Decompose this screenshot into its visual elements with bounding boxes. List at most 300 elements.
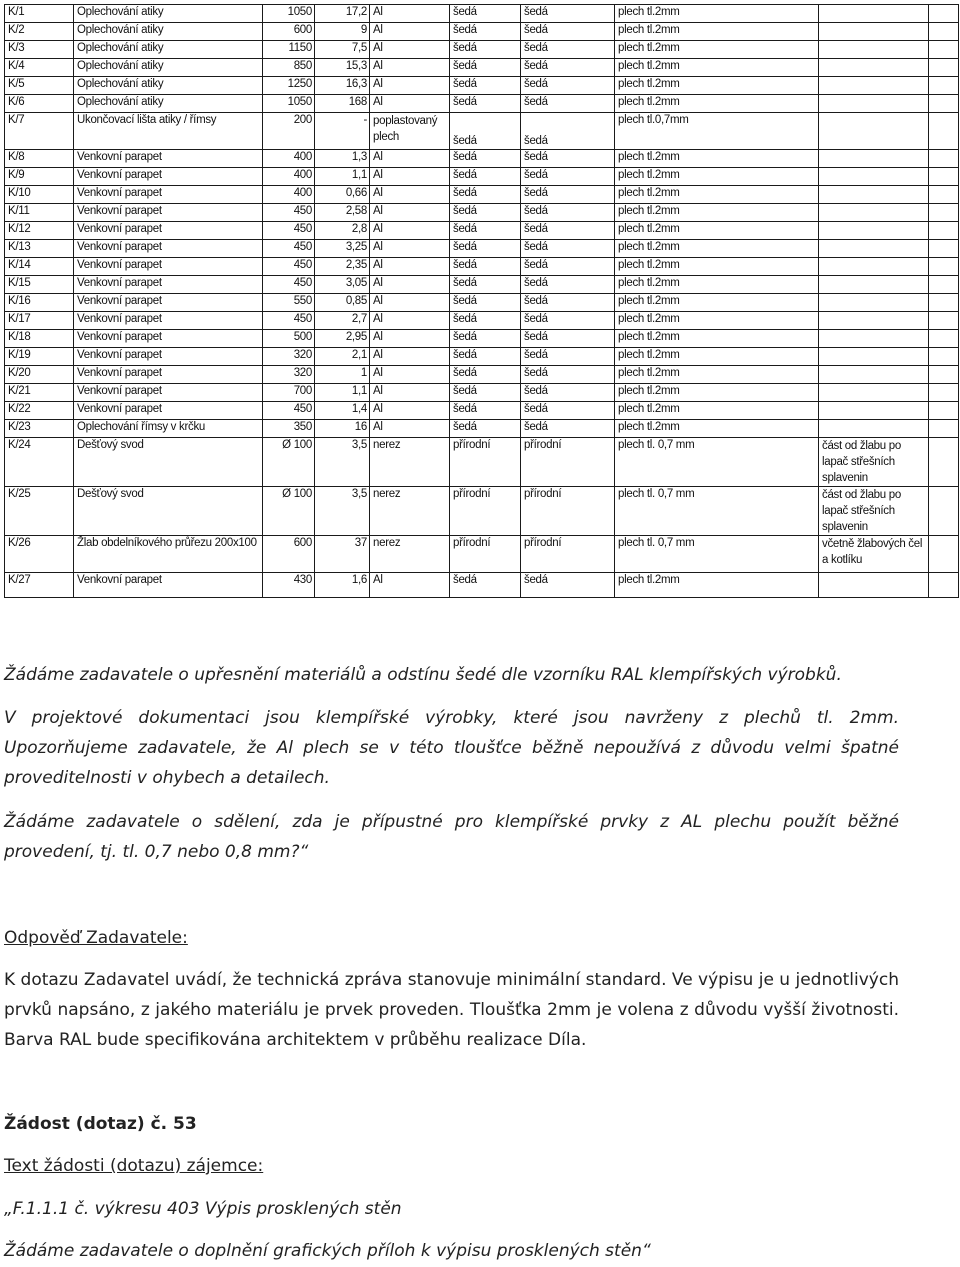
cell-color2: šedá (521, 330, 615, 348)
table-row (5, 276, 959, 294)
cell-qty: 3,5 (315, 438, 370, 487)
cell-color1: šedá (450, 240, 521, 258)
cell-name: Venkovní parapet (74, 258, 263, 276)
cell-color2: šedá (521, 59, 615, 77)
cell-color2: přírodní (521, 438, 615, 487)
cell-color2: šedá (521, 276, 615, 294)
cell-name: Venkovní parapet (74, 186, 263, 204)
cell-material: Al (370, 186, 450, 204)
request-reference: „F.1.1.1 č. výkresu 403 Výpis prosklených stěn (4, 1199, 402, 1219)
cell-material: Al (370, 204, 450, 222)
cell-dim: 550 (263, 294, 315, 312)
cell-dim: 1150 (263, 41, 315, 59)
cell-color1: přírodní (450, 487, 521, 536)
cell-empty (929, 150, 959, 168)
cell-color1: šedá (450, 168, 521, 186)
cell-code: K/18 (5, 330, 74, 348)
cell-color2: šedá (521, 186, 615, 204)
cell-thickness: plech tl.2mm (615, 41, 819, 59)
cell-name: Venkovní parapet (74, 276, 263, 294)
cell-color2: šedá (521, 294, 615, 312)
table-row (5, 573, 959, 598)
table-row (5, 41, 959, 59)
cell-thickness: plech tl.2mm (615, 240, 819, 258)
cell-empty (929, 536, 959, 573)
cell-empty (929, 312, 959, 330)
cell-name: Venkovní parapet (74, 573, 263, 598)
cell-dim: 500 (263, 330, 315, 348)
cell-thickness: plech tl. 0,7 mm (615, 438, 819, 487)
table-row (5, 95, 959, 113)
table-row (5, 402, 959, 420)
cell-name: Oplechování atiky (74, 95, 263, 113)
cell-code: K/5 (5, 77, 74, 95)
cell-name: Venkovní parapet (74, 384, 263, 402)
cell-code: K/22 (5, 402, 74, 420)
cell-name: Venkovní parapet (74, 330, 263, 348)
cell-color1: šedá (450, 258, 521, 276)
cell-dim: 400 (263, 150, 315, 168)
cell-material: Al (370, 95, 450, 113)
cell-name: Žlab obdelníkového průřezu 200x100 (74, 536, 263, 573)
table-row (5, 77, 959, 95)
cell-empty (929, 204, 959, 222)
cell-material: Al (370, 420, 450, 438)
cell-empty (929, 294, 959, 312)
table-row (5, 222, 959, 240)
cell-qty: 1,3 (315, 150, 370, 168)
cell-name: Oplechování atiky (74, 41, 263, 59)
cell-dim: 1050 (263, 95, 315, 113)
cell-color1: šedá (450, 204, 521, 222)
cell-color2: šedá (521, 168, 615, 186)
cell-note (819, 366, 929, 384)
paragraph-material-request: Žádáme zadavatele o upřesnění materiálů a odstínu šedé dle vzorníku RAL klempířských výrobků. (4, 665, 842, 685)
cell-empty (929, 41, 959, 59)
cell-empty (929, 168, 959, 186)
cell-qty: 2,8 (315, 222, 370, 240)
cell-material: poplastovaný plech (370, 113, 450, 150)
cell-color1: šedá (450, 294, 521, 312)
cell-thickness: plech tl.2mm (615, 420, 819, 438)
cell-empty (929, 573, 959, 598)
cell-qty: 1,6 (315, 573, 370, 598)
cell-color1: šedá (450, 348, 521, 366)
cell-color1: šedá (450, 420, 521, 438)
cell-note (819, 384, 929, 402)
request-title: Žádost (dotaz) č. 53 (4, 1114, 197, 1134)
cell-material: Al (370, 240, 450, 258)
cell-color1: šedá (450, 59, 521, 77)
cell-code: K/8 (5, 150, 74, 168)
klempir-spec-table (4, 4, 959, 598)
cell-empty (929, 95, 959, 113)
paragraph-thickness-note: V projektové dokumentaci jsou klempířské výrobky, které jsou navrženy z plechů tl. 2mm. Upozorňujeme zadavatele, že Al plech se v této tloušťce běžně nepoužívá z důvodu velmi špatné proveditelnosti v ohybech a detailech. (4, 708, 899, 788)
cell-thickness: plech tl.0,7mm (615, 113, 819, 150)
table-row (5, 59, 959, 77)
cell-empty (929, 438, 959, 487)
cell-material: Al (370, 348, 450, 366)
cell-color2: šedá (521, 312, 615, 330)
cell-note (819, 41, 929, 59)
cell-qty: 2,95 (315, 330, 370, 348)
cell-material: Al (370, 402, 450, 420)
cell-thickness: plech tl.2mm (615, 348, 819, 366)
cell-color2: přírodní (521, 536, 615, 573)
cell-material: Al (370, 294, 450, 312)
cell-qty: 16,3 (315, 77, 370, 95)
cell-thickness: plech tl.2mm (615, 384, 819, 402)
table-row (5, 258, 959, 276)
cell-dim: 200 (263, 113, 315, 150)
cell-dim: 1250 (263, 77, 315, 95)
cell-color2: šedá (521, 5, 615, 23)
cell-qty: 1,1 (315, 384, 370, 402)
cell-empty (929, 59, 959, 77)
paragraph-thickness-question: Žádáme zadavatele o sdělení, zda je přípustné pro klempířské prvky z AL plechu použít běžné provedení, tj. tl. 0,7 nebo 0,8 mm?“ (4, 812, 899, 862)
cell-note (819, 5, 929, 23)
cell-color1: přírodní (450, 536, 521, 573)
cell-note (819, 95, 929, 113)
cell-thickness: plech tl.2mm (615, 366, 819, 384)
cell-empty (929, 276, 959, 294)
cell-dim: 700 (263, 384, 315, 402)
table-body (5, 5, 959, 598)
cell-color2: šedá (521, 204, 615, 222)
cell-dim: 450 (263, 402, 315, 420)
cell-empty (929, 5, 959, 23)
cell-name: Oplechování atiky (74, 23, 263, 41)
cell-code: K/24 (5, 438, 74, 487)
cell-code: K/16 (5, 294, 74, 312)
cell-code: K/7 (5, 113, 74, 150)
cell-code: K/26 (5, 536, 74, 573)
cell-material: nerez (370, 438, 450, 487)
cell-code: K/20 (5, 366, 74, 384)
cell-note (819, 150, 929, 168)
cell-dim: 850 (263, 59, 315, 77)
cell-color2: šedá (521, 366, 615, 384)
table-row (5, 420, 959, 438)
cell-color2: šedá (521, 150, 615, 168)
cell-empty (929, 77, 959, 95)
cell-qty: 0,85 (315, 294, 370, 312)
cell-note (819, 402, 929, 420)
cell-color2: šedá (521, 348, 615, 366)
cell-empty (929, 23, 959, 41)
cell-material: Al (370, 23, 450, 41)
cell-qty: 7,5 (315, 41, 370, 59)
cell-color1: šedá (450, 41, 521, 59)
cell-dim: 320 (263, 348, 315, 366)
cell-dim: 450 (263, 276, 315, 294)
cell-code: K/12 (5, 222, 74, 240)
cell-dim: 450 (263, 312, 315, 330)
cell-qty: 2,35 (315, 258, 370, 276)
cell-material: nerez (370, 536, 450, 573)
cell-color1: šedá (450, 573, 521, 598)
cell-dim: 600 (263, 536, 315, 573)
cell-code: K/27 (5, 573, 74, 598)
table-row (5, 536, 959, 573)
cell-name: Venkovní parapet (74, 366, 263, 384)
cell-code: K/9 (5, 168, 74, 186)
cell-name: Dešťový svod (74, 438, 263, 487)
table-row (5, 23, 959, 41)
cell-note (819, 573, 929, 598)
cell-qty: 15,3 (315, 59, 370, 77)
cell-thickness: plech tl.2mm (615, 168, 819, 186)
table-row (5, 150, 959, 168)
cell-color1: šedá (450, 150, 521, 168)
cell-material: Al (370, 573, 450, 598)
cell-qty: 9 (315, 23, 370, 41)
cell-material: Al (370, 150, 450, 168)
request-subheading: Text žádosti (dotazu) zájemce: (4, 1156, 264, 1176)
answer-text: K dotazu Zadavatel uvádí, že technická zpráva stanovuje minimální standard. Ve výpisu je u jednotlivých prvků napsáno, z jakého materiálu je prvek proveden. Tloušťka 2mm je volena z důvodu vyšší životnosti. Barva RAL bude specifikována architektem v průběhu realizace Díla. (4, 970, 899, 1050)
cell-material: Al (370, 59, 450, 77)
cell-note (819, 258, 929, 276)
cell-name: Oplechování atiky (74, 5, 263, 23)
cell-note: včetně žlabových čel a kotlíku (819, 536, 929, 573)
cell-empty (929, 186, 959, 204)
cell-material: Al (370, 312, 450, 330)
table-row (5, 204, 959, 222)
cell-thickness: plech tl.2mm (615, 95, 819, 113)
cell-thickness: plech tl.2mm (615, 258, 819, 276)
cell-dim: 450 (263, 204, 315, 222)
cell-material: Al (370, 276, 450, 294)
table-row (5, 487, 959, 536)
cell-code: K/21 (5, 384, 74, 402)
cell-code: K/2 (5, 23, 74, 41)
table-row (5, 168, 959, 186)
cell-code: K/14 (5, 258, 74, 276)
table-row (5, 330, 959, 348)
cell-name: Venkovní parapet (74, 150, 263, 168)
cell-code: K/15 (5, 276, 74, 294)
cell-empty (929, 258, 959, 276)
cell-qty: 3,05 (315, 276, 370, 294)
cell-code: K/6 (5, 95, 74, 113)
cell-thickness: plech tl.2mm (615, 77, 819, 95)
cell-code: K/11 (5, 204, 74, 222)
cell-color2: šedá (521, 23, 615, 41)
cell-dim: 320 (263, 366, 315, 384)
cell-qty: 3,5 (315, 487, 370, 536)
cell-qty: 2,58 (315, 204, 370, 222)
cell-dim: 400 (263, 186, 315, 204)
cell-dim: 450 (263, 240, 315, 258)
cell-dim: 450 (263, 222, 315, 240)
cell-material: Al (370, 384, 450, 402)
cell-thickness: plech tl.2mm (615, 23, 819, 41)
cell-color1: šedá (450, 5, 521, 23)
cell-color2: šedá (521, 240, 615, 258)
cell-color2: přírodní (521, 487, 615, 536)
cell-qty: 37 (315, 536, 370, 573)
cell-note: část od žlabu po lapač střešních splavenin (819, 438, 929, 487)
cell-thickness: plech tl.2mm (615, 5, 819, 23)
cell-thickness: plech tl.2mm (615, 150, 819, 168)
cell-dim: 430 (263, 573, 315, 598)
cell-material: Al (370, 77, 450, 95)
cell-empty (929, 402, 959, 420)
cell-qty: 16 (315, 420, 370, 438)
cell-thickness: plech tl.2mm (615, 276, 819, 294)
cell-empty (929, 240, 959, 258)
cell-note (819, 276, 929, 294)
cell-dim: 400 (263, 168, 315, 186)
cell-dim: Ø 100 (263, 487, 315, 536)
table-row (5, 348, 959, 366)
cell-qty: - (315, 113, 370, 150)
cell-qty: 1,1 (315, 168, 370, 186)
request-text: Žádáme zadavatele o doplnění grafických příloh k výpisu prosklených stěn“ (4, 1241, 651, 1261)
cell-material: Al (370, 366, 450, 384)
cell-empty (929, 366, 959, 384)
cell-dim: 600 (263, 23, 315, 41)
cell-color1: šedá (450, 23, 521, 41)
table-row (5, 5, 959, 23)
cell-color2: šedá (521, 113, 615, 150)
cell-code: K/1 (5, 5, 74, 23)
cell-code: K/17 (5, 312, 74, 330)
cell-color1: přírodní (450, 438, 521, 487)
cell-name: Oplechování římsy v krčku (74, 420, 263, 438)
cell-empty (929, 330, 959, 348)
cell-name: Venkovní parapet (74, 204, 263, 222)
table-row (5, 294, 959, 312)
cell-qty: 0,66 (315, 186, 370, 204)
cell-note (819, 240, 929, 258)
cell-color1: šedá (450, 222, 521, 240)
cell-qty: 2,1 (315, 348, 370, 366)
cell-name: Oplechování atiky (74, 77, 263, 95)
cell-name: Venkovní parapet (74, 294, 263, 312)
cell-color1: šedá (450, 77, 521, 95)
cell-color2: šedá (521, 95, 615, 113)
table-row (5, 366, 959, 384)
cell-empty (929, 222, 959, 240)
cell-color1: šedá (450, 95, 521, 113)
cell-color1: šedá (450, 366, 521, 384)
cell-thickness: plech tl.2mm (615, 330, 819, 348)
cell-material: Al (370, 222, 450, 240)
table-row (5, 312, 959, 330)
cell-color1: šedá (450, 402, 521, 420)
cell-empty (929, 384, 959, 402)
cell-note (819, 59, 929, 77)
cell-name: Venkovní parapet (74, 240, 263, 258)
cell-note: část od žlabu po lapač střešních splavenin (819, 487, 929, 536)
table-row (5, 384, 959, 402)
cell-code: K/23 (5, 420, 74, 438)
cell-note (819, 222, 929, 240)
cell-dim: 350 (263, 420, 315, 438)
cell-name: Venkovní parapet (74, 402, 263, 420)
cell-name: Ukončovací lišta atiky / římsy (74, 113, 263, 150)
cell-note (819, 77, 929, 95)
cell-code: K/3 (5, 41, 74, 59)
cell-color1: šedá (450, 113, 521, 150)
cell-color2: šedá (521, 384, 615, 402)
cell-dim: 450 (263, 258, 315, 276)
cell-qty: 2,7 (315, 312, 370, 330)
cell-color2: šedá (521, 258, 615, 276)
cell-material: nerez (370, 487, 450, 536)
cell-material: Al (370, 41, 450, 59)
cell-empty (929, 420, 959, 438)
cell-material: Al (370, 330, 450, 348)
cell-dim: 1050 (263, 5, 315, 23)
cell-code: K/19 (5, 348, 74, 366)
cell-name: Venkovní parapet (74, 168, 263, 186)
cell-thickness: plech tl.2mm (615, 402, 819, 420)
cell-name: Venkovní parapet (74, 348, 263, 366)
cell-code: K/13 (5, 240, 74, 258)
cell-thickness: plech tl.2mm (615, 312, 819, 330)
cell-dim: Ø 100 (263, 438, 315, 487)
table-row (5, 240, 959, 258)
table-row (5, 438, 959, 487)
cell-code: K/10 (5, 186, 74, 204)
cell-note (819, 348, 929, 366)
cell-empty (929, 487, 959, 536)
cell-thickness: plech tl. 0,7 mm (615, 487, 819, 536)
cell-color2: šedá (521, 402, 615, 420)
cell-color1: šedá (450, 330, 521, 348)
cell-code: K/25 (5, 487, 74, 536)
cell-name: Dešťový svod (74, 487, 263, 536)
cell-note (819, 23, 929, 41)
cell-note (819, 186, 929, 204)
cell-color2: šedá (521, 222, 615, 240)
cell-thickness: plech tl.2mm (615, 186, 819, 204)
cell-color2: šedá (521, 420, 615, 438)
cell-name: Venkovní parapet (74, 222, 263, 240)
cell-note (819, 330, 929, 348)
cell-color1: šedá (450, 276, 521, 294)
cell-empty (929, 348, 959, 366)
cell-thickness: plech tl. 0,7 mm (615, 536, 819, 573)
cell-qty: 3,25 (315, 240, 370, 258)
cell-thickness: plech tl.2mm (615, 222, 819, 240)
cell-color1: šedá (450, 384, 521, 402)
cell-thickness: plech tl.2mm (615, 59, 819, 77)
table-row (5, 186, 959, 204)
answer-heading: Odpověď Zadavatele: (4, 928, 188, 948)
cell-name: Oplechování atiky (74, 59, 263, 77)
cell-code: K/4 (5, 59, 74, 77)
cell-thickness: plech tl.2mm (615, 294, 819, 312)
cell-note (819, 204, 929, 222)
cell-material: Al (370, 168, 450, 186)
cell-name: Venkovní parapet (74, 312, 263, 330)
cell-qty: 168 (315, 95, 370, 113)
cell-thickness: plech tl.2mm (615, 573, 819, 598)
cell-note (819, 113, 929, 150)
cell-qty: 1 (315, 366, 370, 384)
cell-color1: šedá (450, 312, 521, 330)
cell-color2: šedá (521, 41, 615, 59)
cell-empty (929, 113, 959, 150)
cell-note (819, 294, 929, 312)
cell-note (819, 168, 929, 186)
cell-material: Al (370, 258, 450, 276)
cell-qty: 17,2 (315, 5, 370, 23)
cell-color2: šedá (521, 77, 615, 95)
